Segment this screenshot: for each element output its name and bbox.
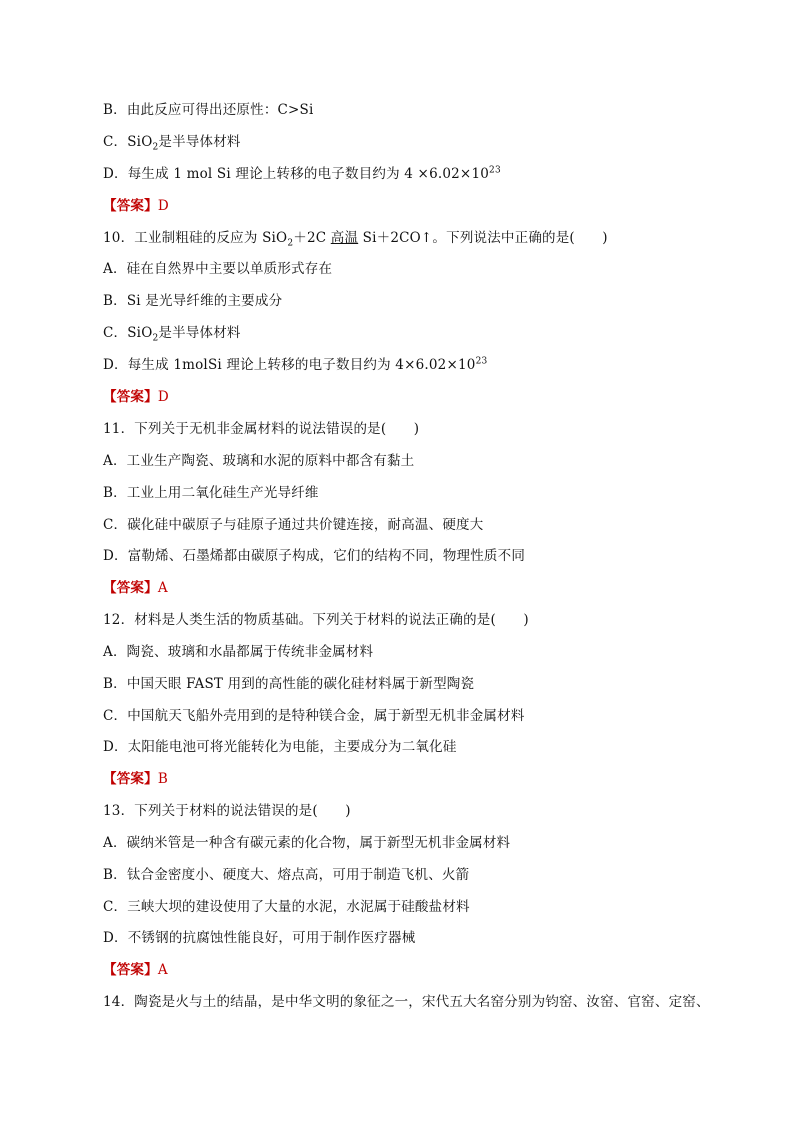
q10-answer: 【答案】D (103, 389, 169, 405)
q9-option-c: C．SiO$_2$是半导体材料 (103, 134, 241, 153)
reaction-condition: 高温 (330, 230, 359, 246)
q13-option-c: C．三峡大坝的建设使用了大量的水泥，水泥属于硅酸盐材料 (103, 899, 470, 915)
q11-option-c: C．碳化硅中碳原子与硅原子通过共价键连接，耐高温、硬度大 (103, 517, 484, 533)
q10-option-b: B．Si 是光导纤维的主要成分 (103, 293, 283, 309)
q13-option-a: A．碳纳米管是一种含有碳元素的化合物，属于新型无机非金属材料 (103, 835, 511, 851)
q11-option-b: B．工业上用二氧化硅生产光导纤维 (103, 485, 319, 501)
q11-stem: 11．下列关于无机非金属材料的说法错误的是( ) (103, 421, 420, 437)
q11-option-d: D．富勒烯、石墨烯都由碳原子构成，它们的结构不同，物理性质不同 (103, 548, 526, 564)
q9-option-d: D．每生成 1 mol Si 理论上转移的电子数目约为 $4 \times 6.02\times 10^{23}$ (103, 165, 501, 182)
q13-option-b: B．钛合金密度小、硬度大、熔点高，可用于制造飞机、火箭 (103, 867, 470, 883)
q12-option-a: A．陶瓷、玻璃和水晶都属于传统非金属材料 (103, 644, 374, 660)
q9-option-b: B．由此反应可得出还原性：C>Si (103, 102, 314, 118)
q12-stem: 12．材料是人类生活的物质基础。下列关于材料的说法正确的是( ) (103, 612, 529, 628)
q14-stem: 14．陶瓷是火与土的结晶，是中华文明的象征之一，宋代五大名窑分别为钧窑、汝窑、官窑、定窑、 (103, 994, 710, 1010)
q13-answer: 【答案】A (103, 962, 168, 978)
q13-option-d: D．不锈钢的抗腐蚀性能良好，可用于制作医疗器械 (103, 930, 416, 946)
q10-option-c: C．SiO$_2$是半导体材料 (103, 325, 241, 344)
q10-option-a: A．硅在自然界中主要以单质形式存在 (103, 261, 333, 277)
q11-option-a: A．工业生产陶瓷、玻璃和水泥的原料中都含有黏土 (103, 453, 415, 469)
q10-option-d: D．每生成 1molSi 理论上转移的电子数目约为 $4\times 6.02\times 10^{23}$ (103, 356, 488, 373)
q11-answer: 【答案】A (103, 580, 168, 596)
q9-answer: 【答案】D (103, 198, 169, 214)
q12-option-d: D．太阳能电池可将光能转化为电能，主要成分为二氧化硅 (103, 739, 457, 755)
q12-option-b: B．中国天眼 FAST 用到的高性能的碳化硅材料属于新型陶瓷 (103, 676, 475, 692)
q13-stem: 13．下列关于材料的说法错误的是( ) (103, 803, 351, 819)
q10-stem: 10．工业制粗硅的反应为 SiO$_2$＋2C 高温 Si＋2CO↑。下列说法中正确的是( ) (103, 230, 608, 249)
q12-answer: 【答案】B (103, 771, 168, 787)
q12-option-c: C．中国航天飞船外壳用到的是特种镁合金，属于新型无机非金属材料 (103, 708, 525, 724)
